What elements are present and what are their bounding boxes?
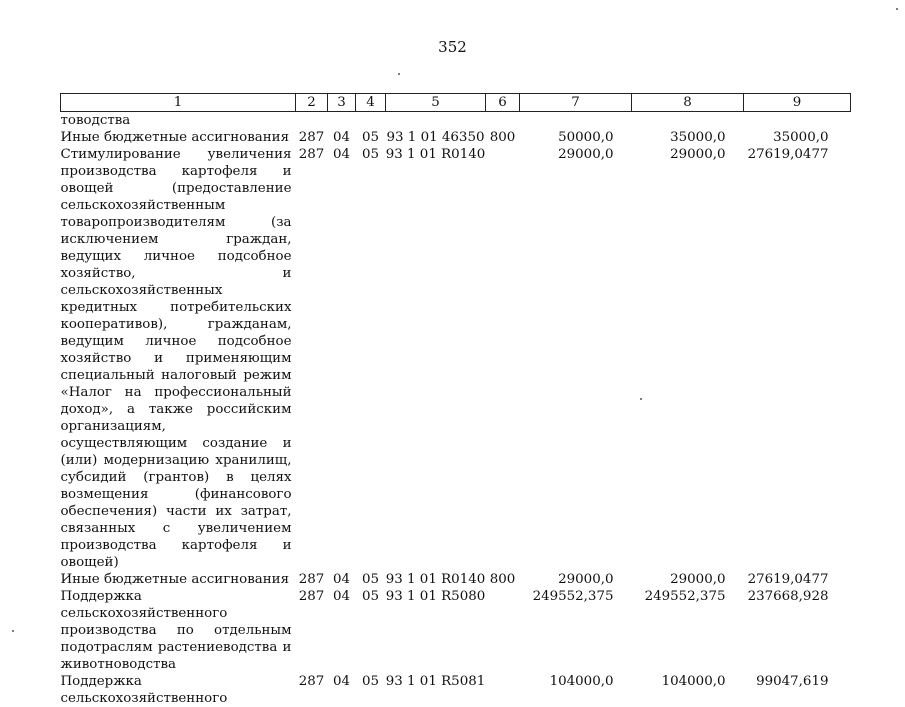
row-col-6	[486, 673, 520, 707]
row-col-5	[386, 112, 486, 130]
row-col-5: 93 1 01 R0140	[385, 572, 486, 587]
row-col-4: 05	[361, 572, 380, 587]
row-name: Поддержка сельскохозяйственного производства по отдельным подотраслям растениеводства и животноводства	[60, 589, 292, 672]
row-col-4: 05	[361, 589, 380, 604]
header-col-4: 4	[356, 94, 386, 112]
row-col-3: 04	[332, 130, 351, 145]
header-col-2: 2	[296, 94, 328, 112]
row-col-7: 249552,375	[532, 589, 614, 604]
row-name: Стимулирование увеличения производства картофеля и овощей (предоставление сельскохозяйственным товаропроизводителям (за исключением граждан, ведущих личное подсобное хозяйство, и сельскохозяйственных кредитных потребительских кооперативов), гражданам, ведущим личное подсобное хозяйство и применяющим специальный налоговый режим «Налог на профессиональный доход», а также российским организациям, осуществляющим создание и (или) модернизацию хранилищ, субсидий (грантов) в целях возмещения (финансового обеспечения) части их затрат, связанных с увеличением производства картофеля и овощей)	[60, 147, 292, 570]
scan-speck	[398, 73, 400, 75]
row-col-5: 93 1 01 R0140	[385, 147, 486, 162]
row-col-9: 27619,0477	[747, 572, 829, 587]
row-col-6	[486, 112, 520, 130]
row-col-8: 249552,375	[644, 589, 726, 604]
table-row	[61, 146, 851, 571]
scan-speck	[640, 398, 642, 400]
row-col-2: 287	[298, 572, 325, 587]
row-col-5: 93 1 01 46350	[386, 130, 485, 145]
row-col-8: 104000,0	[661, 674, 726, 689]
row-col-9	[744, 112, 851, 130]
row-col-9: 35000,0	[773, 130, 829, 145]
row-col-6	[486, 146, 520, 571]
table-row	[61, 673, 851, 707]
scan-speck	[896, 8, 898, 10]
row-col-4: 05	[361, 147, 380, 162]
header-col-7: 7	[520, 94, 632, 112]
row-col-4	[356, 112, 386, 130]
row-col-5: 93 1 01 R5081	[385, 674, 486, 689]
row-col-2: 287	[298, 674, 325, 689]
row-col-6: 800	[489, 130, 516, 145]
row-col-7: 104000,0	[549, 674, 614, 689]
row-col-8: 35000,0	[670, 130, 726, 145]
table-row	[61, 588, 851, 673]
row-col-3: 04	[332, 147, 351, 162]
row-name: Поддержка сельскохозяйственного	[60, 674, 228, 706]
row-col-9: 99047,619	[756, 674, 829, 689]
row-name: Иные бюджетные ассигнования	[60, 572, 290, 587]
row-col-3: 04	[332, 589, 351, 604]
row-name: товодства	[60, 113, 131, 128]
header-col-3: 3	[328, 94, 356, 112]
row-col-7: 29000,0	[558, 147, 614, 162]
header-col-6: 6	[486, 94, 520, 112]
table-header	[61, 94, 851, 112]
row-col-8	[632, 112, 744, 130]
row-col-6	[486, 588, 520, 673]
header-col-5: 5	[386, 94, 486, 112]
table-row	[61, 571, 851, 588]
row-col-9: 27619,0477	[747, 147, 829, 162]
row-col-8: 29000,0	[670, 147, 726, 162]
row-col-3: 04	[332, 674, 351, 689]
header-col-8: 8	[632, 94, 744, 112]
header-col-1: 1	[61, 94, 296, 112]
row-col-2: 287	[298, 589, 325, 604]
row-col-7: 29000,0	[558, 572, 614, 587]
row-col-3	[328, 112, 356, 130]
row-col-3: 04	[332, 572, 351, 587]
row-col-7	[520, 112, 632, 130]
row-col-4: 05	[361, 130, 380, 145]
row-col-2: 287	[298, 130, 325, 145]
budget-table	[60, 93, 851, 707]
row-col-6: 800	[489, 572, 516, 587]
row-col-2: 287	[298, 147, 325, 162]
table-row	[61, 129, 851, 146]
row-name: Иные бюджетные ассигнования	[60, 130, 290, 145]
row-col-2	[296, 112, 328, 130]
table-row	[61, 112, 851, 130]
page-number: 352	[438, 38, 467, 56]
row-col-9: 237668,928	[747, 589, 829, 604]
row-col-5: 93 1 01 R5080	[385, 589, 486, 604]
row-col-4: 05	[361, 674, 380, 689]
header-col-9: 9	[744, 94, 851, 112]
scan-speck	[12, 630, 14, 632]
row-col-8: 29000,0	[670, 572, 726, 587]
row-col-7: 50000,0	[558, 130, 614, 145]
